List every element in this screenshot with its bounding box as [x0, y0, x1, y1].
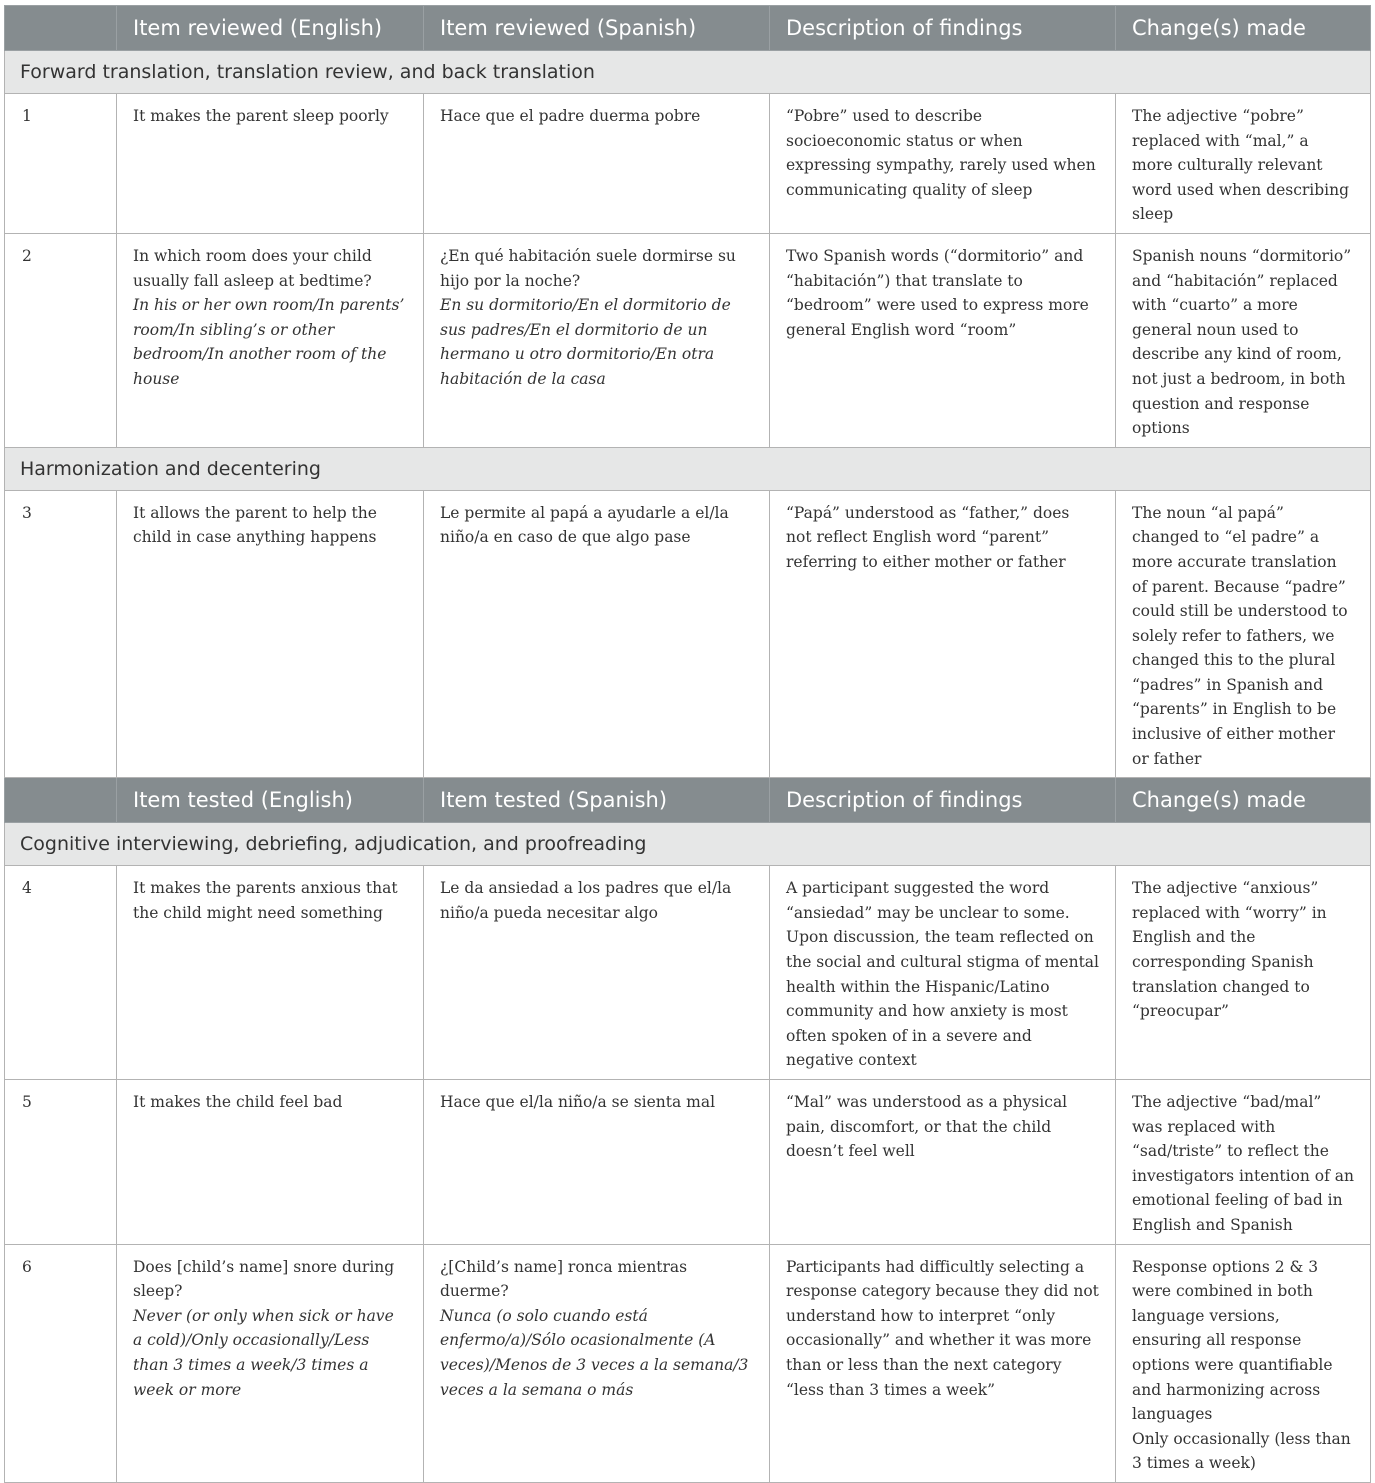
- header-number: [5, 778, 117, 823]
- header-number: [5, 6, 117, 51]
- item-spanish: [424, 94, 770, 234]
- table-row: [5, 1080, 1371, 1245]
- changes-text: Response options 2 & 3 were combined in both language versions, ensuring all response options were quantifiable and harmonizing across languages: [1132, 1257, 1333, 1424]
- table-header-tested: [5, 778, 1371, 823]
- item-english-text: Does [child’s name] snore during sleep?: [133, 1257, 395, 1301]
- findings-cell: “Papá” understood as “father,” does not reflect English word “parent” referring to either mother or father: [770, 490, 1116, 778]
- item-english-text: It makes the parents anxious that the child might need something: [133, 879, 398, 922]
- row-number: 3: [5, 490, 117, 778]
- header-findings: Description of findings: [770, 6, 1116, 51]
- changes-cell: The adjective “anxious” replaced with “worry” in English and the corresponding Spanish translation changed to “preocupar”: [1116, 866, 1371, 1080]
- table-row: [5, 94, 1371, 234]
- item-english-text: It makes the child feel bad: [133, 1093, 343, 1111]
- item-english: [117, 94, 424, 234]
- item-spanish-options: En su dormitorio/En el dormitorio de sus padres/En el dormitorio de un hermano u otro dormitorio/En otra habitación de la casa: [440, 296, 731, 388]
- item-english-text: In which room does your child usually fall asleep at bedtime?: [133, 246, 372, 290]
- row-number: 6: [5, 1244, 117, 1482]
- table-row: [5, 490, 1371, 778]
- findings-cell: Two Spanish words (“dormitorio” and “habitación”) that translate to “bedroom” were used to express more general English word “room”: [770, 233, 1116, 447]
- section-row: [5, 447, 1371, 490]
- row-number: 5: [5, 1080, 117, 1245]
- item-english-options: In his or her own room/In parents’ room/In sibling’s or other bedroom/In another room of the house: [133, 296, 405, 388]
- header-changes: Change(s) made: [1116, 6, 1371, 51]
- item-spanish: [424, 1080, 770, 1245]
- table-row: [5, 233, 1371, 447]
- section-title: Harmonization and decentering: [5, 447, 1371, 490]
- table-row: [5, 866, 1371, 1080]
- item-spanish-text: ¿En qué habitación suele dormirse su hijo por la noche?: [440, 246, 736, 290]
- header-changes: Change(s) made: [1116, 778, 1371, 823]
- header-findings: Description of findings: [770, 778, 1116, 823]
- item-spanish: [424, 233, 770, 447]
- item-spanish-text: Hace que el/la niño/a se sienta mal: [440, 1093, 716, 1111]
- header-item-spanish: Item tested (Spanish): [424, 778, 770, 823]
- item-english: [117, 866, 424, 1080]
- item-spanish: [424, 866, 770, 1080]
- item-english: [117, 490, 424, 778]
- item-spanish-text: Hace que el padre duerma pobre: [440, 107, 701, 125]
- item-english: [117, 1080, 424, 1245]
- item-english: [117, 1244, 424, 1482]
- translation-review-table: [4, 5, 1371, 1483]
- table-header-reviewed: [5, 6, 1371, 51]
- item-spanish-text: Le da ansiedad a los padres que el/la niño/a pueda necesitar algo: [440, 879, 732, 922]
- header-item-english: Item reviewed (English): [117, 6, 424, 51]
- item-english-text: It makes the parent sleep poorly: [133, 107, 389, 125]
- changes-cell: [1116, 1244, 1371, 1482]
- row-number: 2: [5, 233, 117, 447]
- section-title: Cognitive interviewing, debriefing, adjudication, and proofreading: [5, 823, 1371, 866]
- header-item-english: Item tested (English): [117, 778, 424, 823]
- changes-cell: The noun “al papá” changed to “el padre” a more accurate translation of parent. Because “padre” could still be understood to solely refer to fathers, we changed this to the plural “padres” in Spanish and “parents” in English to be inclusive of either mother or father: [1116, 490, 1371, 778]
- changes-extra-text: Only occasionally (less than 3 times a week): [1132, 1429, 1351, 1473]
- item-spanish: [424, 490, 770, 778]
- changes-cell: The adjective “pobre” replaced with “mal,” a more culturally relevant word used when describing sleep: [1116, 94, 1371, 234]
- item-english: [117, 233, 424, 447]
- section-title: Forward translation, translation review, and back translation: [5, 51, 1371, 94]
- item-spanish-options: Nunca (o solo cuando está enfermo/a)/Sólo ocasionalmente (A veces)/Menos de 3 veces a la semana/3 veces a la semana o más: [440, 1306, 749, 1399]
- findings-cell: A participant suggested the word “ansiedad” may be unclear to some. Upon discussion, the team reflected on the social and cultural stigma of mental health within the Hispanic/Latino community and how anxiety is most often spoken of in a severe and negative context: [770, 866, 1116, 1080]
- findings-cell: Participants had difficultly selecting a response category because they did not understand how to interpret “only occasionally” and whether it was more than or less than the next category “less than 3 times a week”: [770, 1244, 1116, 1482]
- changes-cell: Spanish nouns “dormitorio” and “habitación” replaced with “cuarto” a more general noun used to describe any kind of room, not just a bedroom, in both question and response options: [1116, 233, 1371, 447]
- item-spanish-text: ¿[Child’s name] ronca mientras duerme?: [440, 1257, 688, 1301]
- item-spanish-text: Le permite al papá a ayudarle a el/la niño/a en caso de que algo pase: [440, 503, 729, 547]
- item-spanish: [424, 1244, 770, 1482]
- header-item-spanish: Item reviewed (Spanish): [424, 6, 770, 51]
- item-english-options: Never (or only when sick or have a cold)/Only occasionally/Less than 3 times a week/3 times a week or more: [133, 1306, 394, 1399]
- findings-cell: “Mal” was understood as a physical pain, discomfort, or that the child doesn’t feel well: [770, 1080, 1116, 1245]
- section-row: [5, 51, 1371, 94]
- changes-cell: The adjective “bad/mal” was replaced with “sad/triste” to reflect the investigators intention of an emotional feeling of bad in English and Spanish: [1116, 1080, 1371, 1245]
- section-row: [5, 823, 1371, 866]
- row-number: 4: [5, 866, 117, 1080]
- row-number: 1: [5, 94, 117, 234]
- item-english-text: It allows the parent to help the child in case anything happens: [133, 503, 377, 547]
- findings-cell: “Pobre” used to describe socioeconomic status or when expressing sympathy, rarely used when communicating quality of sleep: [770, 94, 1116, 234]
- table-row: [5, 1244, 1371, 1482]
